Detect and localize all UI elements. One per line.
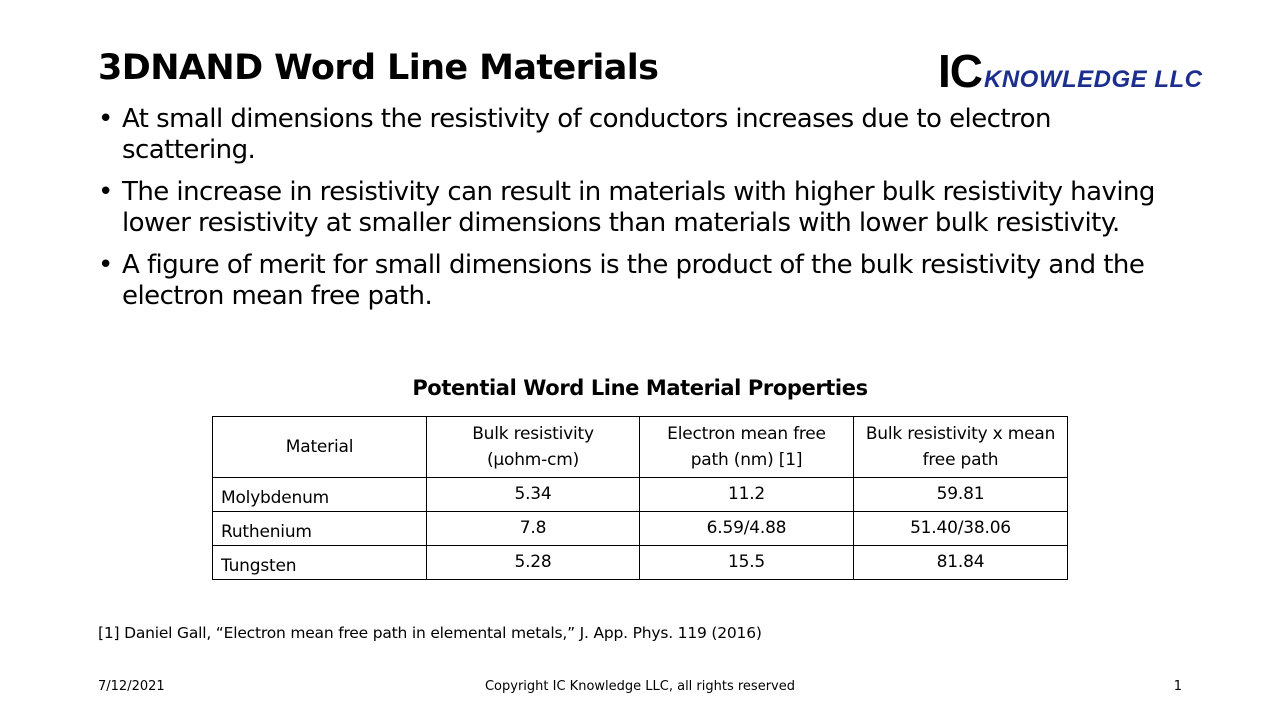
cell-figure-of-merit: 59.81	[854, 478, 1068, 512]
header-line: path (nm) [1]	[690, 450, 803, 470]
header-line: Bulk resistivity x mean	[865, 424, 1056, 444]
bullet-item	[98, 177, 1158, 239]
header-line: Bulk resistivity	[472, 424, 594, 444]
cell-mean-free-path: 11.2	[640, 478, 854, 512]
footer-copyright: Copyright IC Knowledge LLC, all rights reserved	[484, 679, 795, 694]
bullet-text: At small dimensions the resistivity of conductors increases due to electron scattering.	[122, 104, 1051, 165]
cell-mean-free-path: 6.59/4.88	[640, 512, 854, 546]
table-header-row	[213, 417, 1068, 478]
footer-date: 7/12/2021	[98, 679, 165, 694]
table-row	[213, 512, 1068, 546]
bullet-mark: •	[98, 177, 113, 207]
cell-material: Tungsten	[213, 546, 427, 580]
table-row	[213, 546, 1068, 580]
bullet-text: A figure of merit for small dimensions is the product of the bulk resistivity and the electron mean free path.	[122, 250, 1145, 311]
bullet-mark: •	[98, 104, 113, 134]
logo-ic-text: IC	[938, 45, 982, 97]
company-logo	[938, 44, 1202, 96]
material-properties-table	[212, 416, 1068, 580]
cell-figure-of-merit: 51.40/38.06	[854, 512, 1068, 546]
cell-bulk-resistivity: 5.28	[427, 546, 640, 580]
logo-knowledge-text: KNOWLEDGE LLC	[984, 66, 1203, 93]
slide-title: 3DNAND Word Line Materials	[98, 48, 659, 88]
header-bulk-resistivity	[427, 417, 640, 478]
footnote: [1] Daniel Gall, “Electron mean free path in elemental metals,” J. App. Phys. 119 (2016)	[98, 624, 762, 642]
header-mean-free-path	[640, 417, 854, 478]
header-line: free path	[922, 450, 999, 470]
bullet-item	[98, 250, 1158, 312]
header-line: Electron mean free	[667, 424, 826, 444]
cell-mean-free-path: 15.5	[640, 546, 854, 580]
cell-bulk-resistivity: 7.8	[427, 512, 640, 546]
bullet-list	[98, 104, 1158, 323]
bullet-mark: •	[98, 250, 113, 280]
bullet-text: The increase in resistivity can result in materials with higher bulk resistivity having lower resistivity at smaller dimensions than materials with lower bulk resistivity.	[122, 177, 1155, 238]
cell-figure-of-merit: 81.84	[854, 546, 1068, 580]
header-line: (µohm-cm)	[486, 450, 580, 470]
bullet-item	[98, 104, 1158, 166]
table-row	[213, 478, 1068, 512]
cell-bulk-resistivity: 5.34	[427, 478, 640, 512]
header-line: Material	[285, 437, 354, 457]
header-material	[213, 417, 427, 478]
header-figure-of-merit	[854, 417, 1068, 478]
cell-material: Ruthenium	[213, 512, 427, 546]
cell-material: Molybdenum	[213, 478, 427, 512]
footer-page-number: 1	[1173, 679, 1182, 694]
table-title: Potential Word Line Material Properties	[412, 376, 868, 400]
